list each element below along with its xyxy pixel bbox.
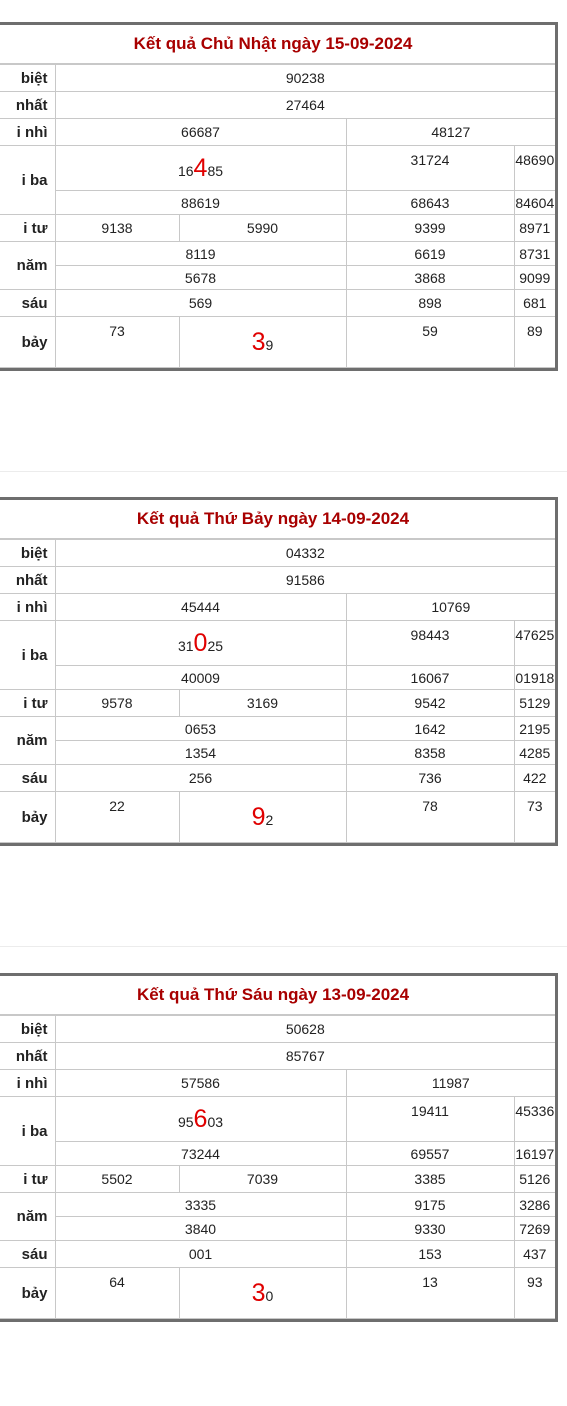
fourth-prize-value: 9542 [346,690,514,717]
row-sixth-prize [0,765,555,792]
result-table [0,539,555,843]
digits-suffix: 25 [207,637,224,654]
result-table [0,64,555,368]
digits-suffix: 9 [265,336,274,353]
fourth-prize-value: 9138 [55,215,179,242]
seventh-prize-value: 13 [346,1268,514,1319]
result-title: Kết quả Thứ Sáu ngày 13-09-2024 [0,976,555,1015]
row-seventh-prize [0,1268,555,1319]
row-fourth-prize [0,215,555,242]
prize-label: i ba [0,146,55,215]
fourth-prize-value: 5129 [514,690,555,717]
seventh-prize-value: 22 [55,792,179,843]
row-first-prize [0,567,555,594]
prize-label: i nhì [0,1070,55,1097]
second-prize-value: 66687 [55,119,346,146]
third-prize-value: 68643 [346,191,514,215]
third-prize-value: 16067 [346,666,514,690]
third-prize-value: 47625 [514,621,555,666]
row-fifth-prize [0,717,555,741]
sixth-prize-value: 898 [346,290,514,317]
seventh-prize-value: 64 [55,1268,179,1319]
third-prize-highlight [55,1097,346,1142]
seventh-prize-highlight [179,1268,346,1319]
result-card-2 [0,973,558,1322]
fifth-prize-value: 8358 [346,741,514,765]
fifth-prize-value: 3840 [55,1217,346,1241]
third-prize-highlight [55,621,346,666]
fifth-prize-value: 2195 [514,717,555,741]
seventh-prize-value: 73 [514,792,555,843]
prize-label: i nhì [0,594,55,621]
fourth-prize-value: 8971 [514,215,555,242]
second-prize-value: 48127 [346,119,555,146]
row-third-prize-2 [0,666,555,690]
row-fourth-prize [0,1166,555,1193]
row-second-prize [0,594,555,621]
digits-prefix: 31 [177,637,194,654]
row-third-prize-2 [0,1142,555,1166]
row-first-prize [0,92,555,119]
third-prize-value: 73244 [55,1142,346,1166]
prize-label: năm [0,242,55,290]
second-prize-value: 45444 [55,594,346,621]
digits-prefix: 95 [177,1113,194,1130]
row-fourth-prize [0,690,555,717]
special-prize-value: 90238 [55,65,555,92]
second-prize-value: 10769 [346,594,555,621]
row-third-prize-2 [0,191,555,215]
third-prize-value: 98443 [346,621,514,666]
prize-label: i nhì [0,119,55,146]
row-fifth-prize-2 [0,1217,555,1241]
result-card-0 [0,22,558,371]
second-prize-value: 11987 [346,1070,555,1097]
result-table [0,1015,555,1319]
row-third-prize [0,621,555,666]
prize-label: i ba [0,1097,55,1166]
third-prize-value: 45336 [514,1097,555,1142]
third-prize-value: 16197 [514,1142,555,1166]
fifth-prize-value: 5678 [55,266,346,290]
fifth-prize-value: 8119 [55,242,346,266]
result-card-1 [0,497,558,846]
fourth-prize-value: 7039 [179,1166,346,1193]
sixth-prize-value: 422 [514,765,555,792]
result-title: Kết quả Chủ Nhật ngày 15-09-2024 [0,25,555,64]
digits-suffix: 85 [207,162,224,179]
prize-label: biệt [0,1016,55,1043]
prize-label: nhất [0,567,55,594]
fifth-prize-value: 8731 [514,242,555,266]
sixth-prize-value: 256 [55,765,346,792]
sixth-prize-value: 437 [514,1241,555,1268]
prize-label: nhất [0,1043,55,1070]
prize-label: i ba [0,621,55,690]
row-first-prize [0,1043,555,1070]
row-seventh-prize [0,792,555,843]
row-second-prize [0,119,555,146]
fifth-prize-value: 3868 [346,266,514,290]
digits-suffix: 2 [265,811,274,828]
sixth-prize-value: 153 [346,1241,514,1268]
row-special-prize [0,540,555,567]
row-third-prize [0,1097,555,1142]
fifth-prize-value: 9175 [346,1193,514,1217]
seventh-prize-value: 73 [55,317,179,368]
prize-label: nhất [0,92,55,119]
sixth-prize-value: 001 [55,1241,346,1268]
prize-label: i tư [0,1166,55,1193]
special-prize-value: 50628 [55,1016,555,1043]
fourth-prize-value: 3385 [346,1166,514,1193]
fifth-prize-value: 0653 [55,717,346,741]
prize-label: sáu [0,290,55,317]
first-prize-value: 85767 [55,1043,555,1070]
first-prize-value: 27464 [55,92,555,119]
highlight-digit: 9 [251,802,266,831]
fifth-prize-value: 6619 [346,242,514,266]
digits-suffix: 03 [207,1113,224,1130]
prize-label: biệt [0,540,55,567]
third-prize-value: 48690 [514,146,555,191]
fourth-prize-value: 5990 [179,215,346,242]
fourth-prize-value: 9399 [346,215,514,242]
third-prize-value: 88619 [55,191,346,215]
row-special-prize [0,1016,555,1043]
third-prize-value: 40009 [55,666,346,690]
prize-label: sáu [0,765,55,792]
highlight-digit: 6 [193,1104,208,1133]
section-divider [0,471,567,472]
row-seventh-prize [0,317,555,368]
row-fifth-prize-2 [0,266,555,290]
second-prize-value: 57586 [55,1070,346,1097]
row-special-prize [0,65,555,92]
fifth-prize-value: 7269 [514,1217,555,1241]
row-second-prize [0,1070,555,1097]
row-sixth-prize [0,290,555,317]
seventh-prize-value: 78 [346,792,514,843]
digits-prefix: 16 [177,162,194,179]
seventh-prize-value: 93 [514,1268,555,1319]
third-prize-value: 19411 [346,1097,514,1142]
fifth-prize-value: 9330 [346,1217,514,1241]
prize-label: năm [0,717,55,765]
fifth-prize-value: 9099 [514,266,555,290]
fourth-prize-value: 9578 [55,690,179,717]
fourth-prize-value: 3169 [179,690,346,717]
prize-label: bảy [0,1268,55,1319]
prize-label: sáu [0,1241,55,1268]
row-fifth-prize-2 [0,741,555,765]
sixth-prize-value: 569 [55,290,346,317]
third-prize-value: 84604 [514,191,555,215]
row-fifth-prize [0,242,555,266]
fifth-prize-value: 1354 [55,741,346,765]
section-divider [0,946,567,947]
prize-label: bảy [0,317,55,368]
sixth-prize-value: 736 [346,765,514,792]
row-third-prize [0,146,555,191]
fourth-prize-value: 5126 [514,1166,555,1193]
result-title: Kết quả Thứ Bảy ngày 14-09-2024 [0,500,555,539]
fifth-prize-value: 1642 [346,717,514,741]
fourth-prize-value: 5502 [55,1166,179,1193]
highlight-digit: 3 [251,327,266,356]
prize-label: biệt [0,65,55,92]
seventh-prize-value: 59 [346,317,514,368]
row-fifth-prize [0,1193,555,1217]
special-prize-value: 04332 [55,540,555,567]
first-prize-value: 91586 [55,567,555,594]
third-prize-highlight [55,146,346,191]
prize-label: bảy [0,792,55,843]
sixth-prize-value: 681 [514,290,555,317]
digits-suffix: 0 [265,1287,274,1304]
third-prize-value: 01918 [514,666,555,690]
prize-label: i tư [0,215,55,242]
third-prize-value: 31724 [346,146,514,191]
fifth-prize-value: 3286 [514,1193,555,1217]
highlight-digit: 0 [193,628,208,657]
seventh-prize-highlight [179,317,346,368]
row-sixth-prize [0,1241,555,1268]
fifth-prize-value: 4285 [514,741,555,765]
third-prize-value: 69557 [346,1142,514,1166]
fifth-prize-value: 3335 [55,1193,346,1217]
highlight-digit: 3 [251,1278,266,1307]
highlight-digit: 4 [193,153,208,182]
prize-label: i tư [0,690,55,717]
seventh-prize-value: 89 [514,317,555,368]
seventh-prize-highlight [179,792,346,843]
prize-label: năm [0,1193,55,1241]
